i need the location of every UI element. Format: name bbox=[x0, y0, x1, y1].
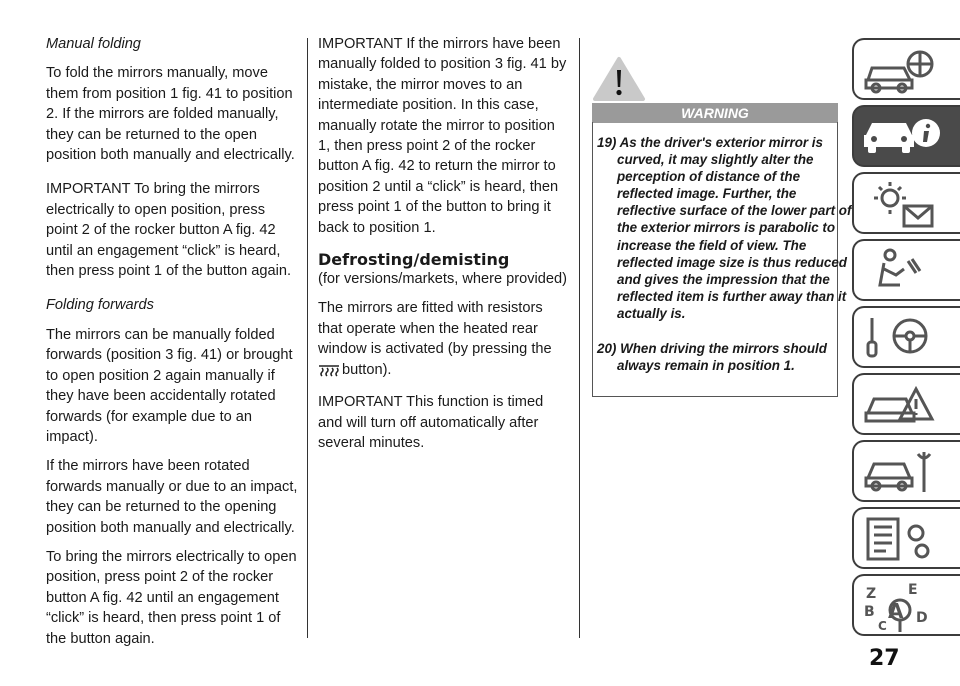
tab-starting-driving[interactable] bbox=[852, 306, 960, 368]
column-divider bbox=[579, 38, 580, 638]
warning-content bbox=[592, 122, 852, 397]
tab-car-dashboard[interactable] bbox=[852, 38, 960, 100]
chapter-tabs bbox=[852, 38, 960, 632]
svg-text:Z: Z bbox=[866, 586, 877, 602]
warning-item bbox=[597, 340, 853, 374]
folding-forwards-heading: Folding forwards bbox=[46, 297, 154, 314]
paragraph: IMPORTANT If the mirrors have been manually folded to position 3 fig. 41 by mistake, the mirror moves to an intermediate position. In this case, manually rotate the mirror to position 1, then press point 2 of the rocker button A fig. 42 to return the mirror to position 2 until a “click” is heard, then press point 1 of the button to bring it back to position 1. bbox=[318, 36, 567, 236]
paragraph: IMPORTANT This function is timed and will turn off automatically after several minutes. bbox=[318, 394, 544, 451]
tab-index[interactable] bbox=[852, 574, 960, 636]
car-maintenance-icon bbox=[860, 446, 950, 498]
svg-text:E: E bbox=[908, 582, 918, 598]
warning-item-text: When driving the mirrors should always remain in position 1. bbox=[617, 341, 827, 374]
warning-triangle-icon bbox=[592, 56, 646, 102]
car-dashboard-icon bbox=[860, 44, 950, 96]
paragraph: IMPORTANT To bring the mirrors electrically to open position, press point 2 of the rocker button A fig. 42 until an engagement “click” is heard, then press point 1 of the button again. bbox=[46, 181, 292, 280]
warning-item-number: 20) bbox=[597, 341, 617, 356]
tab-emergency[interactable] bbox=[852, 373, 960, 435]
warning-title: WARNING bbox=[592, 103, 838, 123]
defrosting-heading: Defrosting/demisting bbox=[318, 250, 510, 270]
paragraph: The mirrors can be manually folded forwards (position 3 fig. 41) or brought to open position 2 again manually if they have been accidentally rotated forwards (for example due to an impact). bbox=[46, 326, 293, 445]
page-number: 27 bbox=[869, 646, 900, 671]
lights-message-icon bbox=[860, 178, 950, 230]
paragraph: If the mirrors have been rotated forwards manually or due to an impact, they can be returned to the opening position both manually and electrically. bbox=[46, 458, 298, 536]
paragraph-text: The mirrors are fitted with resistors that operate when the heated rear window is activated (by pressing the bbox=[318, 300, 552, 358]
svg-text:A: A bbox=[888, 599, 904, 623]
svg-text:C: C bbox=[878, 619, 887, 632]
paragraph: To bring the mirrors electrically to open position, press point 2 of the rocker button A fig. 42 until an engagement “click” is heard, then press point 1 of the button again. bbox=[46, 548, 297, 647]
versions-note: (for versions/markets, where provided) bbox=[318, 271, 567, 288]
tab-safety[interactable] bbox=[852, 239, 960, 301]
paragraph: To fold the mirrors manually, move them from position 1 fig. 41 to position 2. If the mirrors are folded manually, they can be returned to the open position both manually and electrically. bbox=[46, 65, 295, 164]
car-info-icon bbox=[860, 111, 950, 163]
svg-text:D: D bbox=[916, 610, 928, 626]
tab-car-info[interactable] bbox=[852, 105, 960, 167]
heated-rear-window-icon bbox=[318, 363, 340, 383]
key-steering-icon bbox=[860, 312, 950, 364]
paragraph-text: button). bbox=[342, 361, 392, 378]
warning-box bbox=[592, 56, 852, 398]
warning-item-text: As the driver's exterior mirror is curved, it may slightly alter the perception of distance of the reflected image. Further, the reflective surface of the lower part of the exterior mirrors is parabolic to increase the field of view. The reflected image size is thus reduced and gives the impression that the reflected item is further away than it actually is. bbox=[617, 135, 852, 321]
warning-item-number: 19) bbox=[597, 135, 617, 150]
warning-item bbox=[597, 134, 853, 322]
airbag-seat-icon bbox=[860, 245, 950, 297]
tab-maintenance[interactable] bbox=[852, 440, 960, 502]
tab-lights-messages[interactable] bbox=[852, 172, 960, 234]
car-emergency-icon bbox=[860, 379, 950, 431]
manual-folding-heading: Manual folding bbox=[46, 36, 141, 52]
technical-data-icon bbox=[860, 513, 950, 565]
tab-technical-data[interactable] bbox=[852, 507, 960, 569]
paragraph bbox=[318, 298, 570, 383]
text-column-left bbox=[46, 34, 298, 658]
alphabetical-index-icon bbox=[860, 580, 950, 632]
svg-text:B: B bbox=[864, 604, 875, 620]
column-divider bbox=[307, 38, 308, 638]
text-column-middle bbox=[318, 34, 570, 462]
